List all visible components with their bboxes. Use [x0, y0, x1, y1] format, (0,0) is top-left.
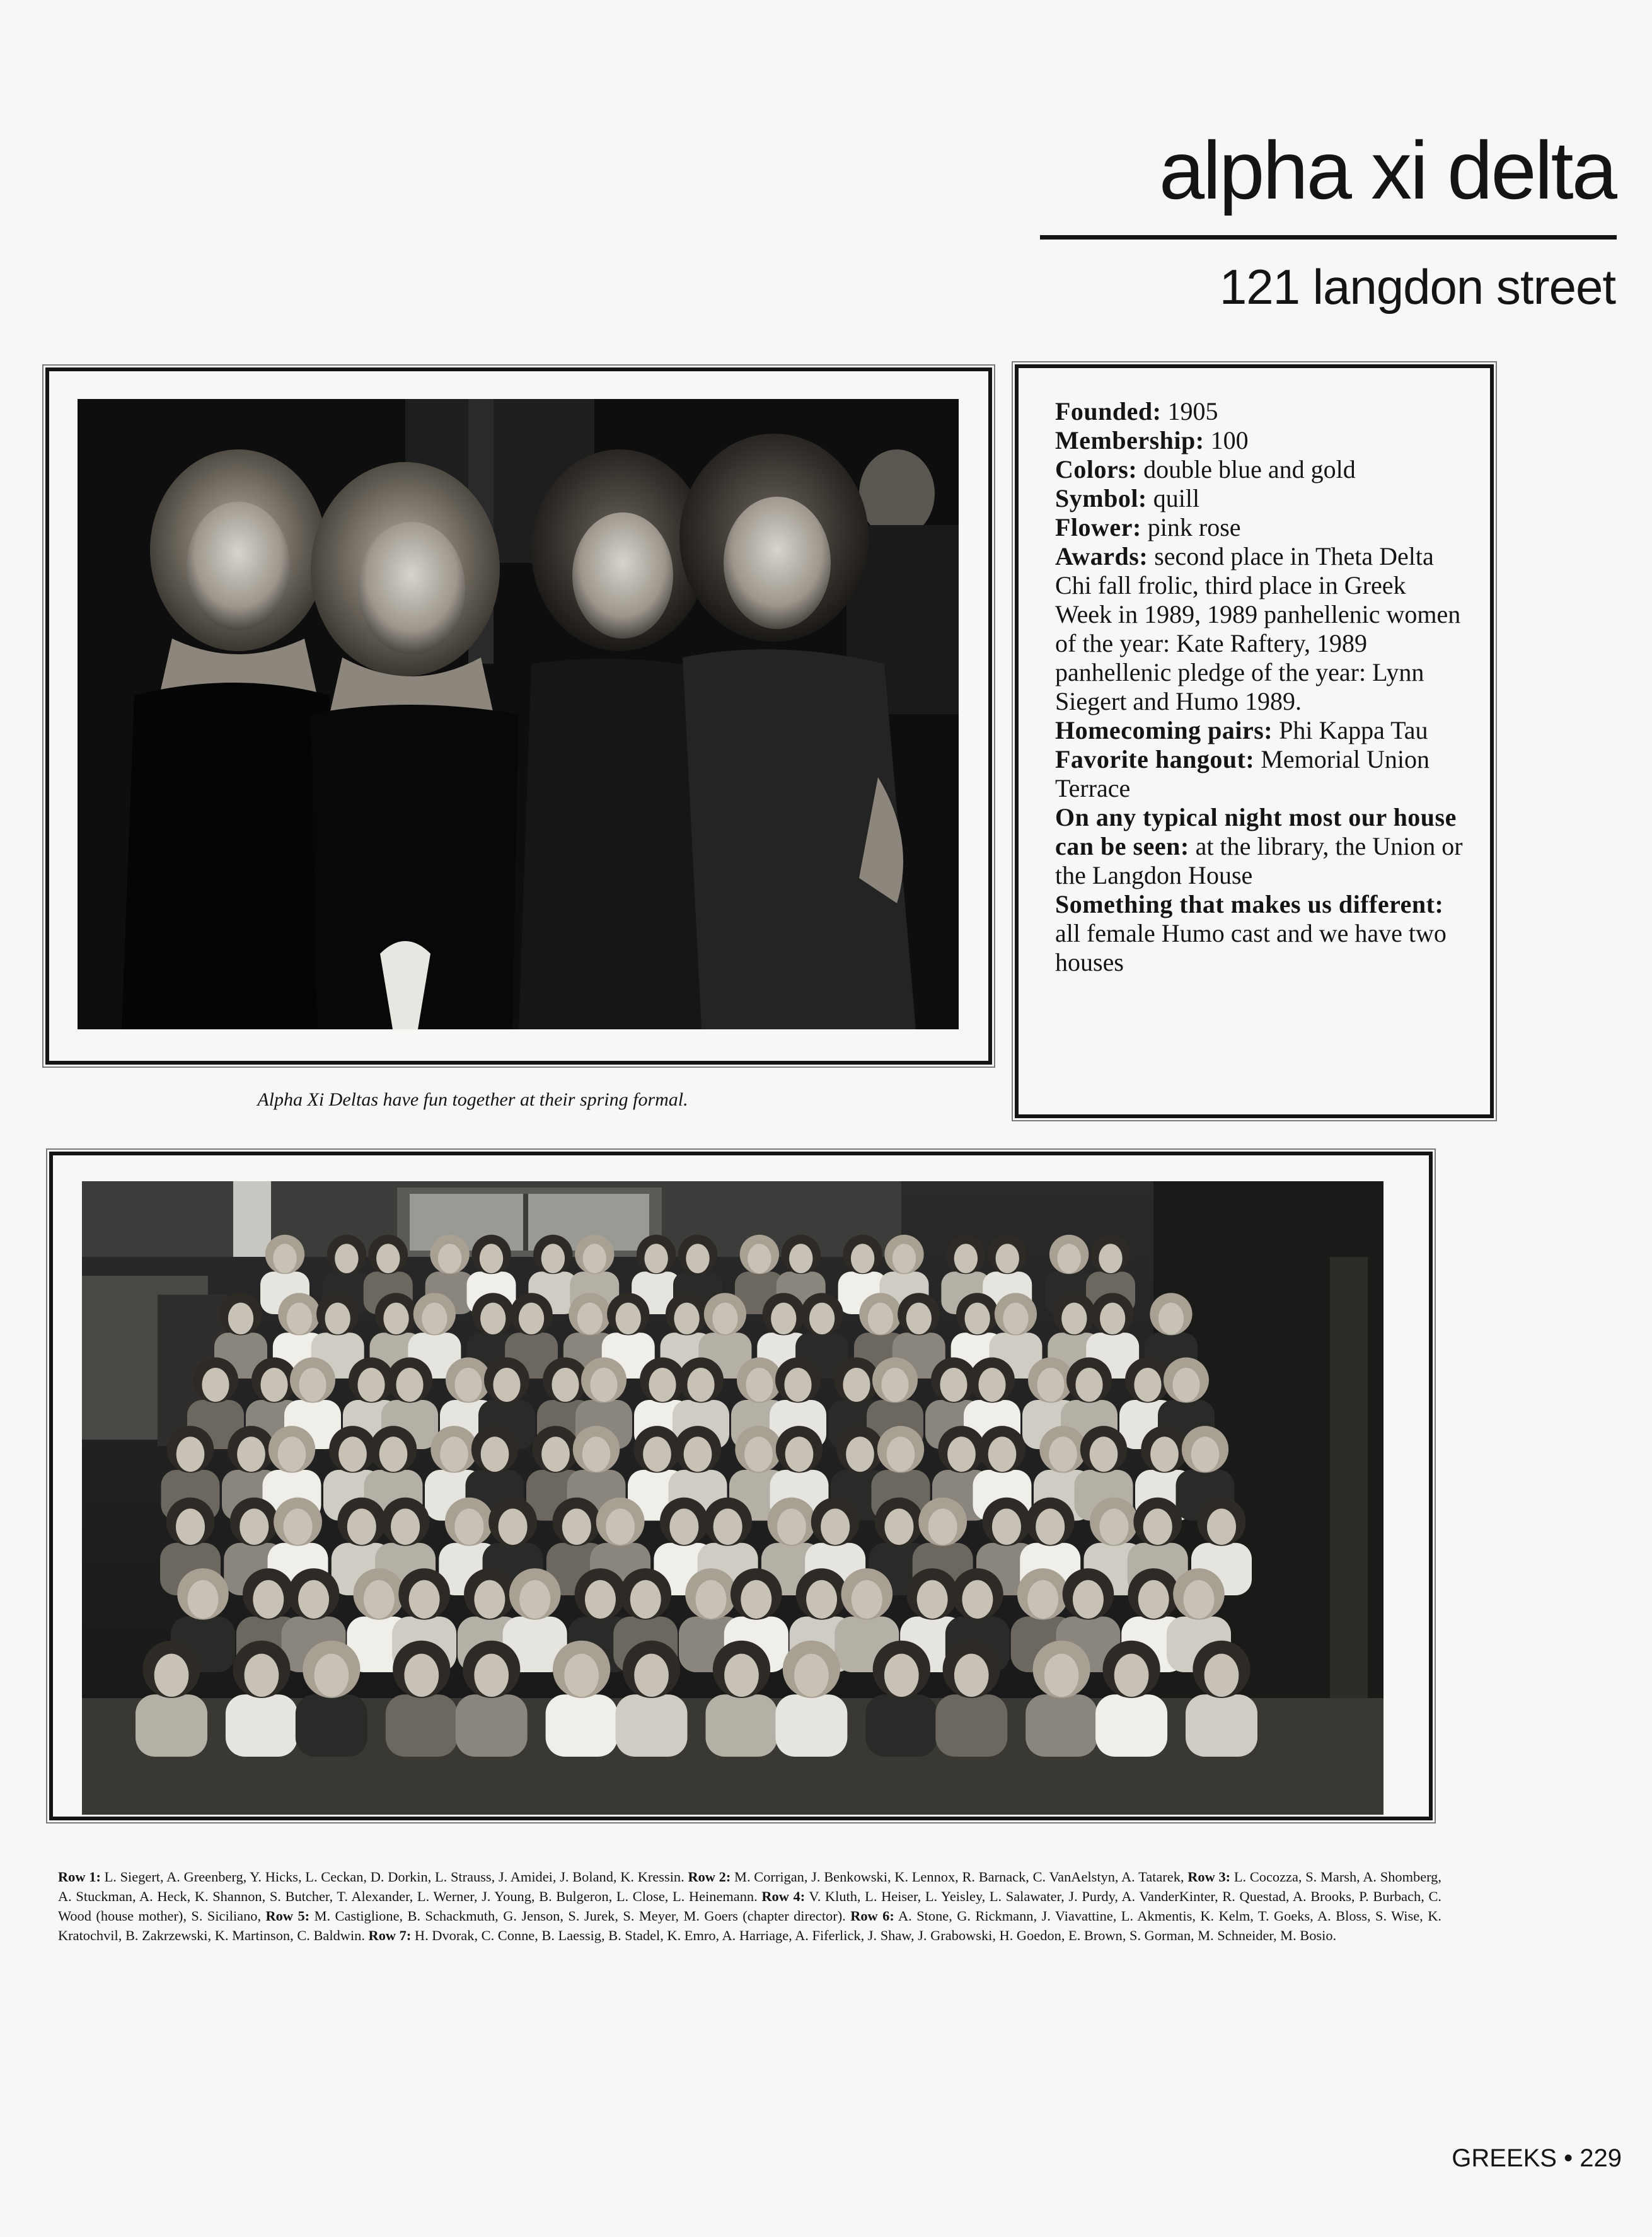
- group-member-face: [785, 1436, 814, 1472]
- group-member-face: [687, 1368, 714, 1402]
- group-member-face: [644, 1244, 667, 1273]
- group-member-face: [480, 1303, 505, 1334]
- group-member-face: [1049, 1436, 1077, 1472]
- group-member-body: [705, 1694, 777, 1757]
- group-member-face: [582, 1436, 611, 1472]
- group-member-body: [865, 1694, 937, 1757]
- group-member-face: [438, 1244, 461, 1273]
- group-member-face: [868, 1303, 893, 1334]
- fact-colors: [1055, 455, 1465, 484]
- group-member-face: [1100, 1303, 1125, 1334]
- group-member-face: [396, 1368, 423, 1402]
- roster-row-names: H. Dvorak, C. Conne, B. Laessig, B. Stadel, K. Emro, A. Harriage, A. Fiferlick, J. Shaw, J. Grabowski, H. Goedon, E. Brown, S. Gorman, M. Schneider, M. Bosio.: [411, 1928, 1337, 1943]
- group-member-face: [541, 1436, 570, 1472]
- group-member-face: [1037, 1368, 1064, 1402]
- group-member-face: [713, 1508, 742, 1545]
- group-member-face: [283, 1508, 312, 1545]
- fact-flower: [1055, 513, 1465, 542]
- page-number: 229: [1580, 2144, 1622, 2172]
- group-member-face: [357, 1368, 384, 1402]
- fact-label: Membership:: [1055, 426, 1204, 454]
- group-member-face: [917, 1580, 948, 1619]
- group-member-face: [746, 1368, 773, 1402]
- fact-value: second place in Theta Delta Chi fall frolic, third place in Greek Week in 1989, 1989 panhellenic women of the year: Kate Raftery, 1989 panhellenic pledge of the year: Lynn Siegert and Humo 1989.: [1055, 542, 1461, 715]
- group-member-face: [884, 1508, 913, 1545]
- chapter-address: 121 langdon street: [1219, 259, 1615, 315]
- group-member-body: [775, 1694, 847, 1757]
- group-member-face: [383, 1303, 408, 1334]
- fact-label: Flower:: [1055, 513, 1141, 541]
- group-member-face: [237, 1436, 265, 1472]
- group-member-face: [480, 1244, 503, 1273]
- roster-row-label: Row 6:: [850, 1908, 894, 1924]
- group-member-face: [954, 1244, 978, 1273]
- roster-row-names: A. Stone, G. Rickmann, J. Viavattine, L. Akmentis, K. Kelm, T. Goeks, A. Bloss, S. Wise, K. Kratochvil, B. Zakrzewski, K. Martinson, C. Baldwin.: [58, 1908, 1441, 1943]
- group-member-face: [884, 1654, 919, 1697]
- fact-label: Symbol:: [1055, 484, 1147, 512]
- group-member-face: [996, 1244, 1019, 1273]
- group-member-face: [1057, 1244, 1080, 1273]
- group-member-face: [481, 1436, 509, 1472]
- group-member-face: [606, 1508, 635, 1545]
- roster-row-label: Row 4:: [761, 1888, 806, 1904]
- group-member-face: [325, 1303, 350, 1334]
- roster-row-label: Row 2:: [688, 1869, 731, 1885]
- group-member-face: [253, 1580, 284, 1619]
- group-member-body: [1186, 1694, 1257, 1757]
- group-member-face: [684, 1436, 712, 1472]
- group-member-face: [1150, 1436, 1179, 1472]
- group-member-face: [852, 1580, 882, 1619]
- fact-different: [1055, 890, 1465, 977]
- group-member-face: [634, 1654, 669, 1697]
- group-member-body: [1095, 1694, 1167, 1757]
- fact-value: quill: [1147, 484, 1200, 512]
- group-member-face: [376, 1244, 400, 1273]
- fact-symbol: [1055, 484, 1465, 513]
- group-member-face: [454, 1368, 482, 1402]
- fact-value: Memorial Union Terrace: [1055, 745, 1430, 802]
- group-member-face: [669, 1508, 698, 1545]
- group-member-face: [712, 1303, 737, 1334]
- fact-value: 100: [1204, 426, 1249, 454]
- group-member-face: [724, 1654, 759, 1697]
- group-member-face: [1143, 1508, 1172, 1545]
- fact-value: pink rose: [1141, 513, 1241, 541]
- group-member-body: [546, 1694, 618, 1757]
- group-member-face: [964, 1303, 990, 1334]
- group-member-face: [364, 1580, 395, 1619]
- roster-row-label: Row 5:: [265, 1908, 310, 1924]
- group-member-face: [519, 1580, 550, 1619]
- group-photo-roster: [58, 1867, 1441, 1945]
- group-member-face: [674, 1303, 699, 1334]
- group-member-body: [456, 1694, 528, 1757]
- group-member-face: [940, 1368, 967, 1402]
- fact-value: double blue and gold: [1137, 455, 1356, 483]
- group-member-face: [493, 1368, 520, 1402]
- group-member-face: [1003, 1303, 1028, 1334]
- group-member-face: [1075, 1368, 1102, 1402]
- group-member-face: [1099, 1244, 1122, 1273]
- roster-row-label: Row 3:: [1187, 1869, 1231, 1885]
- group-member-face: [188, 1580, 219, 1619]
- fact-label: On any typical night most our house can be seen:: [1055, 803, 1457, 860]
- group-member-face: [1184, 1580, 1215, 1619]
- group-member-face: [1090, 1436, 1118, 1472]
- group-member-face: [154, 1654, 189, 1697]
- group-member-face: [519, 1303, 544, 1334]
- roster-row-label: Row 1:: [58, 1869, 101, 1885]
- group-member-face: [988, 1436, 1017, 1472]
- roster-row-label: Row 7:: [368, 1928, 412, 1943]
- group-member-face: [794, 1654, 829, 1697]
- group-member-face: [777, 1508, 806, 1545]
- group-member-face: [947, 1436, 976, 1472]
- group-member-face: [335, 1244, 358, 1273]
- group-member-face: [298, 1580, 329, 1619]
- group-member-face: [1191, 1436, 1220, 1472]
- group-member-face: [379, 1436, 408, 1472]
- fact-membership: [1055, 426, 1465, 455]
- page-folio: [1452, 2144, 1622, 2173]
- group-member-face: [552, 1368, 579, 1402]
- formal-photo-caption: Alpha Xi Deltas have fun together at their spring formal.: [257, 1089, 688, 1110]
- fact-homecoming: [1055, 716, 1465, 745]
- group-member-face: [696, 1580, 727, 1619]
- group-member-face: [809, 1303, 835, 1334]
- group-member-face: [846, 1436, 874, 1472]
- group-member-face: [577, 1303, 603, 1334]
- group-member-face: [202, 1368, 229, 1402]
- group-member-face: [748, 1244, 771, 1273]
- group-member-face: [843, 1368, 870, 1402]
- group-member-face: [978, 1368, 1005, 1402]
- group-member-face: [954, 1654, 989, 1697]
- title-rule: [1040, 235, 1617, 240]
- group-member-face: [299, 1368, 326, 1402]
- group-member-face: [741, 1580, 771, 1619]
- group-member-face: [1204, 1654, 1239, 1697]
- section-name: GREEKS: [1452, 2144, 1557, 2172]
- fact-founded: [1055, 397, 1465, 426]
- group-member-body: [1025, 1694, 1097, 1757]
- group-member-face: [744, 1436, 773, 1472]
- group-member-face: [784, 1368, 811, 1402]
- group-member-body: [616, 1694, 688, 1757]
- group-member-face: [474, 1580, 505, 1619]
- fact-label: Something that makes us different:: [1055, 890, 1444, 918]
- group-member-body: [935, 1694, 1007, 1757]
- roster-row-names: M. Castiglione, B. Schackmuth, G. Jenson, S. Jurek, S. Meyer, M. Goers (chapter director).: [309, 1908, 851, 1924]
- group-member-face: [454, 1508, 483, 1545]
- group-member-face: [260, 1368, 287, 1402]
- group-member-face: [590, 1368, 617, 1402]
- group-member-face: [1158, 1303, 1184, 1334]
- group-member-face: [1061, 1303, 1087, 1334]
- group-member-face: [887, 1436, 915, 1472]
- group-member-face: [1027, 1580, 1058, 1619]
- group-member-face: [962, 1580, 993, 1619]
- chapter-facts-box: [1015, 364, 1494, 1118]
- group-member-face: [892, 1244, 916, 1273]
- fact-label: Founded:: [1055, 397, 1162, 425]
- group-member-face: [338, 1436, 367, 1472]
- group-member-face: [789, 1244, 812, 1273]
- group-member-face: [630, 1580, 661, 1619]
- group-member-face: [347, 1508, 376, 1545]
- group-member-face: [1138, 1580, 1169, 1619]
- group-member-face: [1207, 1508, 1236, 1545]
- fact-hangout: [1055, 745, 1465, 803]
- fact-label: Favorite hangout:: [1055, 745, 1255, 773]
- group-member-face: [391, 1508, 420, 1545]
- formal-photo: [78, 399, 959, 1029]
- group-member-face: [409, 1580, 440, 1619]
- fact-typical-night: [1055, 803, 1465, 890]
- roster-row-names: V. Kluth, L. Heiser, L. Yeisley, L. Salawater, J. Purdy, A. VanderKinter, R. Questad, A. Brooks, P. Burbach, C. Wood (house mother), S. Siciliano,: [58, 1888, 1441, 1924]
- group-member-face: [643, 1436, 671, 1472]
- group-member-face: [273, 1244, 296, 1273]
- group-member-face: [806, 1580, 837, 1619]
- group-member-face: [881, 1368, 908, 1402]
- group-member-face: [616, 1303, 641, 1334]
- group-member-face: [585, 1580, 616, 1619]
- group-member-face: [851, 1244, 874, 1273]
- fact-label: Awards:: [1055, 542, 1148, 570]
- group-member-face: [499, 1508, 528, 1545]
- fact-label: Colors:: [1055, 455, 1138, 483]
- group-member-face: [992, 1508, 1021, 1545]
- group-member-body: [386, 1694, 458, 1757]
- group-member-face: [686, 1244, 709, 1273]
- fact-value: 1905: [1161, 397, 1218, 425]
- group-member-face: [928, 1508, 957, 1545]
- fact-label: Homecoming pairs:: [1055, 716, 1273, 744]
- group-member-face: [649, 1368, 676, 1402]
- group-member-face: [771, 1303, 796, 1334]
- group-member-body: [136, 1694, 207, 1757]
- group-member-face: [176, 1436, 205, 1472]
- group-member-face: [404, 1654, 439, 1697]
- folio-separator: •: [1564, 2144, 1573, 2172]
- group-member-face: [474, 1654, 509, 1697]
- fact-awards: [1055, 542, 1465, 716]
- group-member-face: [314, 1654, 349, 1697]
- group-member-face: [821, 1508, 850, 1545]
- group-member-face: [1114, 1654, 1149, 1697]
- group-member-face: [906, 1303, 932, 1334]
- page-title: alpha xi delta: [1158, 124, 1615, 216]
- group-member-face: [1099, 1508, 1128, 1545]
- group-member-face: [240, 1508, 269, 1545]
- group-member-face: [176, 1508, 205, 1545]
- fact-value: Phi Kappa Tau: [1273, 716, 1428, 744]
- group-member-face: [228, 1303, 253, 1334]
- group-member-face: [422, 1303, 447, 1334]
- group-member-face: [541, 1244, 565, 1273]
- roster-row-names: M. Corrigan, J. Benkowski, K. Lennox, R. Barnack, C. VanAelstyn, A. Tatarek,: [731, 1869, 1188, 1885]
- group-member-face: [287, 1303, 312, 1334]
- group-member-face: [1172, 1368, 1199, 1402]
- group-member-body: [226, 1694, 297, 1757]
- roster-row-names: L. Cocozza, S. Marsh, A. Shomberg, A. Stuckman, A. Heck, K. Shannon, S. Butcher, T. Alexander, L. Werner, J. Young, B. Bulgeron, L. Close, L. Heinemann.: [58, 1869, 1441, 1904]
- group-member-face: [1134, 1368, 1161, 1402]
- fact-value: all female Humo cast and we have two houses: [1055, 919, 1447, 976]
- group-member-face: [440, 1436, 468, 1472]
- group-member-face: [564, 1654, 599, 1697]
- group-member-face: [1073, 1580, 1104, 1619]
- group-photo: [82, 1181, 1383, 1815]
- group-member-face: [562, 1508, 591, 1545]
- group-member-face: [1044, 1654, 1079, 1697]
- group-member-face: [245, 1654, 279, 1697]
- group-member-face: [1036, 1508, 1065, 1545]
- group-member-face: [583, 1244, 606, 1273]
- fact-value: at the library, the Union or the Langdon House: [1055, 832, 1463, 889]
- roster-row-names: L. Siegert, A. Greenberg, Y. Hicks, L. Ceckan, D. Dorkin, L. Strauss, J. Amidei, J. Boland, K. Kressin.: [100, 1869, 688, 1885]
- group-member-face: [278, 1436, 306, 1472]
- group-member-body: [296, 1694, 367, 1757]
